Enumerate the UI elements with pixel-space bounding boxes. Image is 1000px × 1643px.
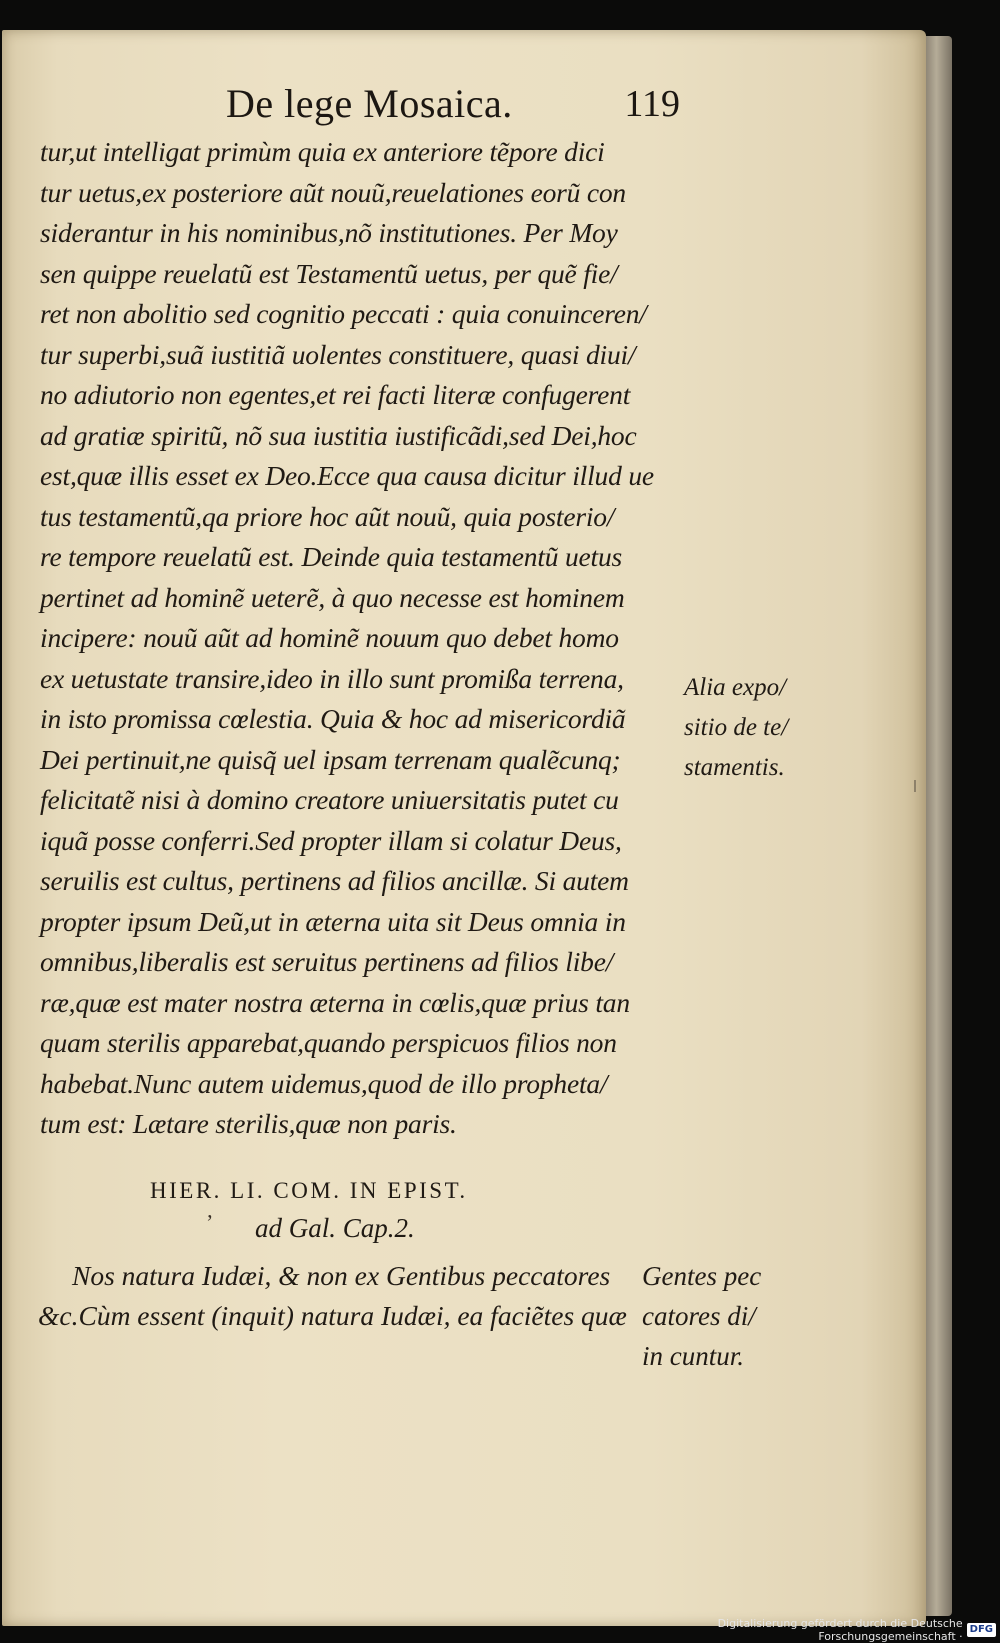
page-number: 119 [624,83,680,125]
text-line: omnibus,liberalis est seruitus pertinens ad filios libe/ [40,946,614,977]
quotation-marginal-line: Gentes pec [642,1261,762,1291]
text-line: siderantur in his nominibus,nõ institutiones. Per Moy [40,217,618,248]
marginal-note-line: stamentis. [684,754,785,781]
running-title: De lege Mosaica. [226,81,513,126]
quotation-marginal-line: catores di/ [642,1301,756,1331]
quotation-marginal-line [642,1336,822,1376]
text-line: tur uetus,ex posteriore aũt nouũ,reuelationes eorũ con [40,176,626,208]
footer-credit: Digitalisierung gefördert durch die Deutsche Forschungsgemeinschaft · [717,1617,963,1643]
text-line: no adiutorio non egentes,et rei facti literæ confugerent [40,379,631,410]
text-line: re tempore reuelatũ est. Deinde quia testamentũ uetus [40,541,623,572]
text-line: quam sterilis apparebat,quando perspicuos filios non [40,1027,617,1058]
text-line: propter ipsum Deũ,ut in æterna uita sit Deus omnia in [40,905,626,937]
text-line: tur superbi,suã iustitiã uolentes constituere, quasi diui/ [40,338,636,370]
text-line: tur,ut intelligat primùm quia ex anteriore tẽpore dici [40,136,605,167]
quotation-marginal-end: cuntur. [669,1341,745,1371]
text-line: tus testamentũ,qa priore hoc aũt nouũ, quia posterio/ [40,500,615,532]
quotation-marginal-prefix: in [642,1341,664,1371]
text-line: ret non abolitio sed cognitio peccati : quia conuinceren/ [40,298,647,329]
text-line: pertinet ad hominẽ ueterẽ, à quo necesse est hominem [40,581,625,613]
page-edge [926,36,952,1616]
quotation-text [38,1256,678,1336]
text-line: incipere: nouũ aũt ad hominẽ nouum quo debet homo [40,622,619,653]
text-line: habebat.Nunc autem uidemus,quod de illo propheta/ [40,1067,608,1099]
text-line: ad gratiæ spiritũ, nõ sua iustitia iustificãdi,sed Dei,hoc [40,419,637,451]
text-line: in isto promissa cœlestia. Quia & hoc ad misericordiã [40,703,626,734]
text-line: iquã posse conferri.Sed propter illam si colatur Deus, [40,824,622,856]
marginal-note [684,668,824,788]
text-line: felicitatẽ nisi à domino creatore uniuersitatis putet cu [40,784,619,815]
digitization-footer [600,1617,1000,1643]
page-header [218,80,688,132]
text-line: tum est: Lætare sterilis,quæ non paris. [40,1108,457,1139]
text-line: ræ,quæ est mater nostra æterna in cœlis,quæ prius tan [40,986,630,1018]
marginal-note-line: Alia expo/ [684,674,787,701]
marginal-note-line: sitio de te/ [684,714,789,741]
text-line: Dei pertinuit,ne quisq̃ uel ipsam terrenam qualẽcunq; [40,743,621,775]
text-line: sen quippe reuelatũ est Testamentũ uetus, per quẽ fie/ [40,257,618,289]
quotation-line: Nos natura Iudæi, & non ex Gentibus peccatores [72,1260,611,1291]
main-text-block [40,132,680,1145]
text-line: seruilis est cultus, pertinens ad filios ancillæ. Si autem [40,865,629,896]
paper-speck [914,780,916,792]
text-line: est,quæ illis esset ex Deo.Ecce qua causa dicitur illud ue [40,460,654,491]
stray-ink-mark: ʼ [206,1210,214,1235]
quotation-heading: HIER. LI. COM. IN EPIST. [150,1178,468,1203]
quotation-marginal-note [642,1256,822,1376]
text-line: ex uetustate transire,ideo in illo sunt promißa terrena, [40,662,624,694]
quotation-subheading: ad Gal. Cap.2. [255,1213,415,1243]
quotation-line: &c.Cùm essent (inquit) natura Iudæi, ea faciẽtes quæ [38,1300,627,1331]
dfg-logo-icon: DFG [967,1623,996,1637]
